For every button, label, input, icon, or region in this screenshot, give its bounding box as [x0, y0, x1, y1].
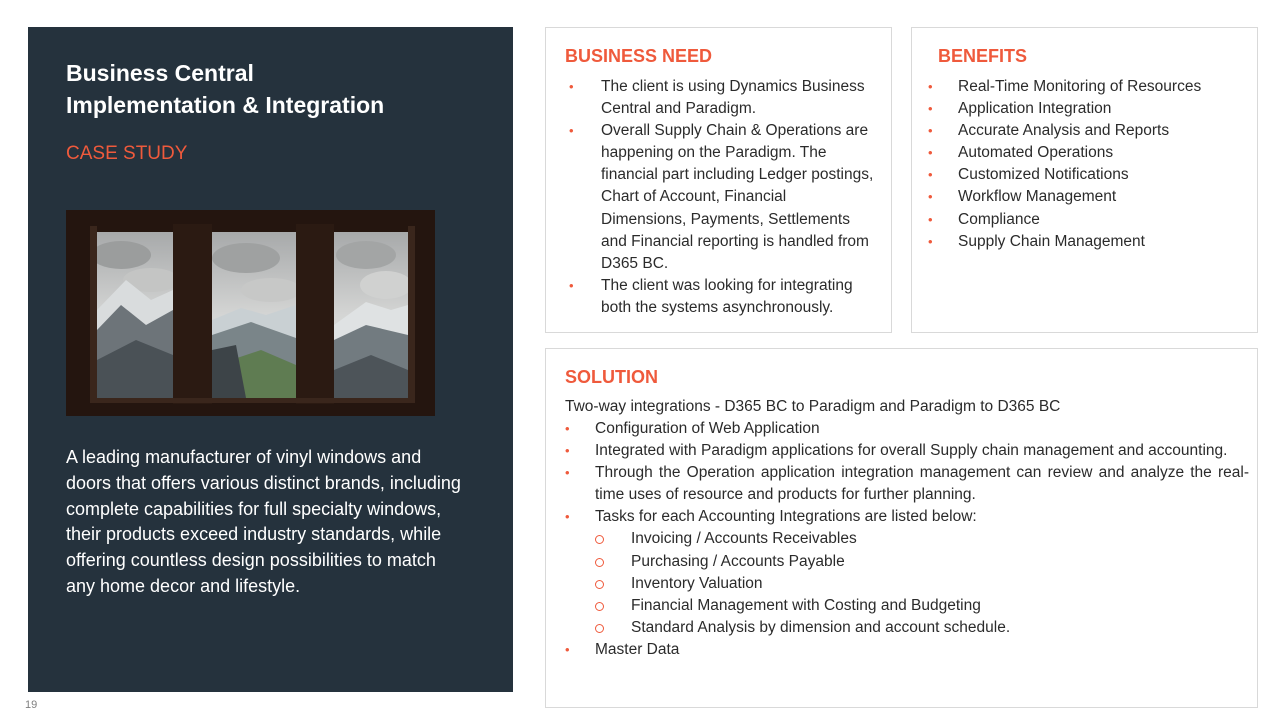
- bullet-icon: •: [928, 101, 933, 117]
- solution-card: [545, 348, 1258, 708]
- sub-list-item-text: Standard Analysis by dimension and account schedule.: [631, 618, 1011, 636]
- bullet-icon: •: [569, 123, 574, 139]
- list-item-text: The client is using Dynamics Business Central and Paradigm.: [601, 78, 865, 118]
- bullet-icon: •: [565, 465, 570, 481]
- list-item-text: Configuration of Web Application: [595, 420, 820, 437]
- bullet-icon: •: [565, 509, 570, 525]
- case-study-label: CASE STUDY: [66, 143, 188, 164]
- sub-list-item: [595, 617, 1249, 639]
- list-item: [565, 506, 1249, 639]
- list-item-text: Through the Operation application integration management can review and analyze the real-time uses of resource and products for further planning.: [595, 464, 1249, 504]
- sub-list-item-text: Inventory Valuation: [631, 574, 763, 592]
- bullet-icon: •: [565, 443, 570, 459]
- benefits-list: [926, 76, 1246, 253]
- page-title: [66, 57, 486, 121]
- list-item-text: Integrated with Paradigm applications for overall Supply chain management and accounting.: [595, 442, 1228, 460]
- list-item-text: Compliance: [958, 210, 1040, 228]
- list-item: [565, 639, 1249, 661]
- list-item: [926, 186, 1246, 208]
- title-line-1: Business Central: [66, 60, 254, 86]
- circle-bullet-icon: [595, 624, 604, 633]
- window-mountain-illustration: [66, 210, 435, 416]
- list-item-text: Accurate Analysis and Reports: [958, 122, 1170, 140]
- circle-bullet-icon: [595, 580, 604, 589]
- list-item-text: Workflow Management: [958, 188, 1117, 206]
- solution-list: [565, 418, 1249, 661]
- business-need-heading: BUSINESS NEED: [565, 46, 713, 66]
- bullet-icon: •: [928, 167, 933, 183]
- list-item: [926, 209, 1246, 231]
- list-item-text: Real-Time Monitoring of Resources: [958, 78, 1202, 95]
- list-item: [926, 142, 1246, 164]
- list-item: [926, 231, 1246, 253]
- solution-intro: Two-way integrations - D365 BC to Paradigm and Paradigm to D365 BC: [565, 398, 1061, 415]
- list-item-text: Supply Chain Management: [958, 232, 1145, 250]
- list-item-text: Automated Operations: [958, 144, 1114, 162]
- benefits-card: [911, 27, 1258, 333]
- list-item: [926, 98, 1246, 120]
- bullet-icon: •: [928, 145, 933, 161]
- window-mountain-image: [66, 210, 435, 416]
- accounting-tasks-list: [595, 528, 1249, 638]
- sub-list-item-text: Financial Management with Costing and Budgeting: [631, 596, 981, 614]
- bullet-icon: •: [565, 641, 570, 657]
- list-item: [926, 120, 1246, 142]
- sub-list-item: [595, 595, 1249, 617]
- bullet-icon: •: [569, 79, 574, 94]
- company-description: A leading manufacturer of vinyl windows and doors that offers various distinct brands, including complete capabilities for full specialty windows, their products exceed industry standards, while offering countless design possibilities to match any home decor and lifestyle.: [66, 447, 461, 596]
- list-item: [565, 462, 1249, 506]
- title-line-2: Implementation & Integration: [66, 92, 385, 118]
- bullet-icon: •: [928, 233, 933, 249]
- list-item-text: Customized Notifications: [958, 166, 1129, 184]
- business-need-list: [565, 76, 875, 319]
- list-item: [565, 76, 875, 120]
- sub-list-item-text: Purchasing / Accounts Payable: [631, 552, 845, 570]
- case-study-panel: [28, 27, 513, 692]
- list-item-text: Tasks for each Accounting Integrations are listed below:: [595, 508, 977, 526]
- list-item-text: Application Integration: [958, 100, 1112, 118]
- circle-bullet-icon: [595, 558, 604, 567]
- list-item: [926, 76, 1246, 98]
- list-item: [565, 275, 875, 319]
- sub-list-item: [595, 573, 1249, 595]
- business-need-card: [545, 27, 892, 333]
- list-item: [565, 120, 875, 275]
- list-item-text: Overall Supply Chain & Operations are happening on the Paradigm. The financial part including Ledger postings, Chart of Account, Financial Dimensions, Payments, Settlements and Financial reporting is handled from D365 BC.: [601, 122, 874, 272]
- sub-list-item-text: Invoicing / Accounts Receivables: [631, 530, 857, 548]
- list-item: [565, 440, 1249, 462]
- bullet-icon: •: [928, 211, 933, 227]
- sub-list-item: [595, 551, 1249, 573]
- bullet-icon: •: [928, 189, 933, 205]
- list-item-text: The client was looking for integrating both the systems asynchronously.: [601, 276, 853, 316]
- sub-list-item: [595, 528, 1249, 550]
- list-item: [926, 164, 1246, 186]
- circle-bullet-icon: [595, 535, 604, 544]
- solution-heading: SOLUTION: [565, 367, 658, 387]
- page-number: 19: [25, 699, 38, 711]
- circle-bullet-icon: [595, 602, 604, 611]
- bullet-icon: •: [565, 421, 570, 436]
- list-item-text: Master Data: [595, 640, 680, 658]
- bullet-icon: •: [928, 79, 933, 94]
- list-item: [565, 418, 1249, 440]
- benefits-heading: BENEFITS: [938, 46, 1028, 66]
- bullet-icon: •: [928, 123, 933, 139]
- bullet-icon: •: [569, 277, 574, 293]
